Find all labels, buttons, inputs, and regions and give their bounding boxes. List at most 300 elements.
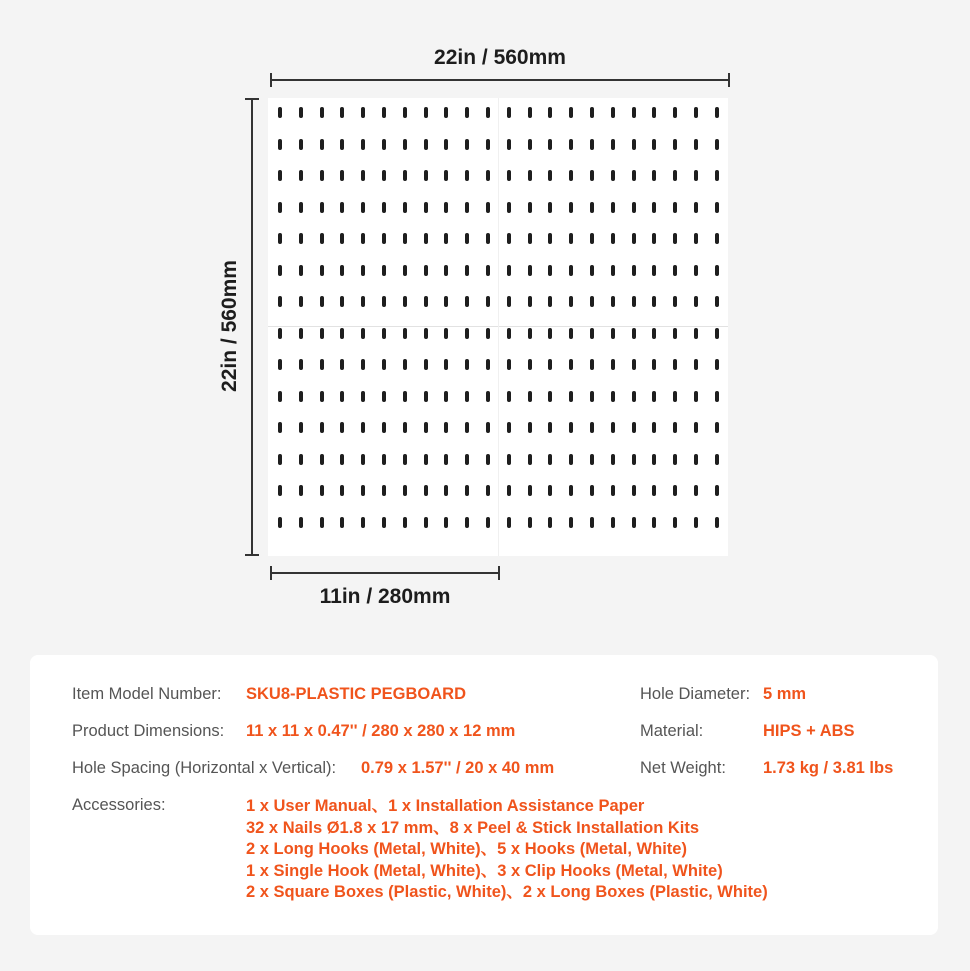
product-dimensions-value: 11 x 11 x 0.47'' / 280 x 280 x 12 mm <box>246 722 516 740</box>
peg-slot <box>486 454 490 465</box>
accessories-list <box>246 796 768 904</box>
peg-slot <box>569 265 573 276</box>
peg-slot <box>528 517 532 528</box>
peg-slot <box>590 328 594 339</box>
peg-slot <box>340 296 344 307</box>
peg-slot <box>632 485 636 496</box>
peg-slot <box>611 517 615 528</box>
peg-slot <box>278 485 282 496</box>
peg-slot <box>611 391 615 402</box>
hole-spacing-label: Hole Spacing (Horizontal x Vertical): <box>72 759 337 777</box>
item-model-label: Item Model Number: <box>72 685 222 703</box>
left-dimension-line <box>251 98 253 556</box>
peg-slot <box>715 107 719 118</box>
peg-slot <box>465 202 469 213</box>
peg-slot <box>569 328 573 339</box>
peg-slot <box>278 454 282 465</box>
peg-slot <box>444 265 448 276</box>
peg-slot <box>320 170 324 181</box>
peg-slot <box>486 485 490 496</box>
peg-slot <box>465 265 469 276</box>
peg-slot <box>548 485 552 496</box>
peg-slot <box>632 139 636 150</box>
peg-slot <box>340 391 344 402</box>
peg-slot <box>652 202 656 213</box>
peg-slot <box>424 139 428 150</box>
peg-slot <box>611 265 615 276</box>
peg-slot <box>278 202 282 213</box>
peg-slot <box>320 517 324 528</box>
peg-slot <box>299 296 303 307</box>
accessory-line: 32 x Nails Ø1.8 x 17 mm、8 x Peel & Stick Installation Kits <box>246 818 700 837</box>
peg-slot <box>382 517 386 528</box>
peg-slot <box>632 296 636 307</box>
peg-slot <box>486 233 490 244</box>
peg-slot <box>652 328 656 339</box>
peg-slot <box>652 296 656 307</box>
peg-slot <box>611 296 615 307</box>
peg-slot <box>652 517 656 528</box>
peg-slot <box>694 265 698 276</box>
bottom-dimension-tick-right <box>498 566 500 580</box>
peg-slot <box>340 202 344 213</box>
peg-slot <box>507 454 511 465</box>
peg-slot <box>715 296 719 307</box>
peg-slot <box>652 265 656 276</box>
peg-slot <box>528 265 532 276</box>
accessory-line: 2 x Long Hooks (Metal, White)、5 x Hooks (Metal, White) <box>246 840 687 858</box>
peg-slot <box>715 454 719 465</box>
left-dimension-label: 22in / 560mm <box>218 260 241 392</box>
peg-slot <box>403 422 407 433</box>
peg-slot <box>340 517 344 528</box>
peg-slot <box>320 359 324 370</box>
peg-slot <box>611 328 615 339</box>
peg-slot <box>340 233 344 244</box>
peg-slot <box>528 107 532 118</box>
pegboard <box>268 98 728 556</box>
peg-slot <box>590 359 594 370</box>
peg-slot <box>715 328 719 339</box>
peg-slot <box>528 454 532 465</box>
top-dimension-tick-right <box>728 73 730 87</box>
peg-slot <box>673 485 677 496</box>
peg-slot <box>382 328 386 339</box>
peg-slot <box>590 296 594 307</box>
peg-slot <box>320 328 324 339</box>
peg-slot <box>611 139 615 150</box>
peg-slot <box>652 107 656 118</box>
peg-slot <box>652 422 656 433</box>
peg-slot <box>340 170 344 181</box>
peg-slot <box>611 170 615 181</box>
peg-slot <box>424 517 428 528</box>
peg-slot <box>340 328 344 339</box>
spec-card <box>30 655 938 935</box>
peg-slot <box>465 233 469 244</box>
peg-slot <box>465 454 469 465</box>
peg-slot <box>715 202 719 213</box>
peg-slot <box>486 517 490 528</box>
top-dimension-label: 22in / 560mm <box>434 46 566 69</box>
peg-slot <box>715 233 719 244</box>
peg-slot <box>507 233 511 244</box>
bottom-dimension-line <box>270 572 500 574</box>
peg-slot <box>320 233 324 244</box>
peg-slot <box>486 328 490 339</box>
peg-slot <box>403 296 407 307</box>
peg-slot <box>278 517 282 528</box>
peg-slot <box>507 296 511 307</box>
peg-slot <box>486 170 490 181</box>
peg-slot <box>611 233 615 244</box>
peg-slot <box>548 107 552 118</box>
peg-slot <box>673 454 677 465</box>
peg-slot <box>569 359 573 370</box>
peg-slot <box>715 517 719 528</box>
peg-slot <box>320 296 324 307</box>
peg-slot <box>444 328 448 339</box>
peg-slot <box>424 265 428 276</box>
peg-slot <box>548 233 552 244</box>
peg-slot <box>382 107 386 118</box>
peg-slot <box>278 107 282 118</box>
peg-slot <box>278 233 282 244</box>
peg-slot <box>632 107 636 118</box>
peg-slot <box>486 422 490 433</box>
peg-slot <box>528 391 532 402</box>
peg-slot <box>590 202 594 213</box>
peg-slot <box>694 517 698 528</box>
peg-slot <box>465 422 469 433</box>
peg-slot <box>590 485 594 496</box>
peg-slot <box>424 359 428 370</box>
left-dimension-tick-top <box>245 98 259 100</box>
peg-slot <box>507 265 511 276</box>
peg-slot <box>403 454 407 465</box>
peg-slot <box>444 233 448 244</box>
peg-slot <box>673 296 677 307</box>
peg-slot <box>528 422 532 433</box>
peg-slot <box>444 359 448 370</box>
peg-slot <box>548 296 552 307</box>
peg-slot <box>320 139 324 150</box>
peg-slot <box>299 202 303 213</box>
peg-slot <box>694 485 698 496</box>
peg-slot <box>548 170 552 181</box>
peg-slot <box>548 202 552 213</box>
peg-slot <box>340 139 344 150</box>
peg-slot <box>652 359 656 370</box>
peg-slot <box>528 202 532 213</box>
peg-slot <box>569 202 573 213</box>
peg-slot <box>299 517 303 528</box>
net-weight-value: 1.73 kg / 3.81 lbs <box>763 759 894 777</box>
peg-slot <box>486 139 490 150</box>
peg-slot <box>673 233 677 244</box>
peg-slot <box>652 454 656 465</box>
peg-slot <box>507 422 511 433</box>
peg-slot <box>486 202 490 213</box>
peg-slot <box>403 139 407 150</box>
peg-slot <box>694 422 698 433</box>
peg-slot <box>652 233 656 244</box>
peg-slot <box>424 296 428 307</box>
peg-slot <box>548 139 552 150</box>
peg-slot <box>361 422 365 433</box>
peg-slot <box>444 296 448 307</box>
peg-slot <box>715 485 719 496</box>
peg-slot <box>382 454 386 465</box>
peg-slot <box>507 517 511 528</box>
peg-slot <box>507 485 511 496</box>
peg-slot <box>278 359 282 370</box>
peg-slot <box>569 233 573 244</box>
peg-slot <box>611 454 615 465</box>
peg-slot <box>569 296 573 307</box>
peg-slot <box>694 107 698 118</box>
peg-slot <box>382 139 386 150</box>
peg-slot <box>403 328 407 339</box>
peg-slot <box>299 170 303 181</box>
peg-slot <box>715 422 719 433</box>
peg-slot <box>320 107 324 118</box>
peg-slot <box>444 517 448 528</box>
peg-slot <box>632 391 636 402</box>
peg-slot <box>424 202 428 213</box>
peg-slot <box>486 296 490 307</box>
peg-slot <box>652 391 656 402</box>
peg-slot <box>382 391 386 402</box>
peg-slot <box>507 202 511 213</box>
peg-slot <box>424 233 428 244</box>
peg-slot <box>320 422 324 433</box>
bottom-dimension-tick-left <box>270 566 272 580</box>
peg-slot <box>507 359 511 370</box>
peg-slot <box>694 359 698 370</box>
material-label: Material: <box>640 722 704 740</box>
peg-slot <box>403 517 407 528</box>
peg-slot <box>382 485 386 496</box>
peg-slot <box>694 454 698 465</box>
peg-slot <box>465 391 469 402</box>
peg-slot <box>632 454 636 465</box>
peg-slot <box>340 485 344 496</box>
peg-slot <box>486 265 490 276</box>
peg-slot <box>652 485 656 496</box>
peg-slot <box>590 139 594 150</box>
product-dimensions-label: Product Dimensions: <box>72 722 225 740</box>
peg-slot <box>361 202 365 213</box>
peg-slot <box>694 233 698 244</box>
peg-slot <box>632 328 636 339</box>
peg-slot <box>528 170 532 181</box>
peg-slot <box>278 296 282 307</box>
peg-slot <box>361 139 365 150</box>
material-value: HIPS + ABS <box>763 722 855 740</box>
peg-slot <box>278 328 282 339</box>
peg-slot <box>320 485 324 496</box>
peg-slot <box>299 485 303 496</box>
peg-slot <box>299 359 303 370</box>
peg-slot <box>569 517 573 528</box>
peg-slot <box>694 139 698 150</box>
peg-slot <box>382 296 386 307</box>
peg-slot <box>528 139 532 150</box>
peg-slot <box>340 265 344 276</box>
peg-slot <box>424 391 428 402</box>
peg-slot <box>424 454 428 465</box>
peg-slot <box>424 485 428 496</box>
peg-slot <box>611 359 615 370</box>
peg-slot <box>715 391 719 402</box>
peg-slot <box>403 485 407 496</box>
peg-slot <box>569 454 573 465</box>
peg-slot <box>382 202 386 213</box>
peg-slot <box>590 454 594 465</box>
peg-slot <box>611 422 615 433</box>
peg-slot <box>361 454 365 465</box>
peg-slot <box>694 296 698 307</box>
peg-slot <box>465 139 469 150</box>
peg-slot <box>299 139 303 150</box>
top-dimension-tick-left <box>270 73 272 87</box>
peg-slot <box>278 422 282 433</box>
peg-slot <box>403 107 407 118</box>
accessory-line: 1 x Single Hook (Metal, White)、3 x Clip Hooks (Metal, White) <box>246 861 723 880</box>
bottom-dimension-label: 11in / 280mm <box>319 585 451 608</box>
peg-slot <box>548 359 552 370</box>
peg-slot <box>486 107 490 118</box>
peg-slot <box>340 422 344 433</box>
peg-slot <box>590 170 594 181</box>
peg-slot <box>569 170 573 181</box>
peg-slot <box>694 391 698 402</box>
peg-slot <box>465 328 469 339</box>
peg-slot <box>299 391 303 402</box>
peg-slot <box>507 170 511 181</box>
accessory-line: 1 x User Manual、1 x Installation Assistance Paper <box>246 797 645 815</box>
peg-slot <box>528 485 532 496</box>
accessory-line: 2 x Square Boxes (Plastic, White)、2 x Long Boxes (Plastic, White) <box>246 883 768 901</box>
peg-slot <box>382 422 386 433</box>
peg-slot <box>652 139 656 150</box>
peg-slot <box>611 107 615 118</box>
peg-slot <box>465 485 469 496</box>
left-dimension-tick-bottom <box>245 554 259 556</box>
peg-slot <box>715 139 719 150</box>
peg-slot <box>715 170 719 181</box>
peg-slot <box>465 517 469 528</box>
accessories-label: Accessories: <box>72 796 166 814</box>
peg-slot <box>299 233 303 244</box>
peg-slot <box>590 107 594 118</box>
peg-slot <box>632 233 636 244</box>
peg-slot <box>528 233 532 244</box>
hole-spacing-value: 0.79 x 1.57'' / 20 x 40 mm <box>361 759 555 777</box>
peg-slot <box>361 296 365 307</box>
peg-slot <box>673 517 677 528</box>
peg-slot <box>444 139 448 150</box>
peg-slot <box>590 265 594 276</box>
peg-slot <box>320 202 324 213</box>
peg-slot <box>528 359 532 370</box>
peg-slot <box>548 265 552 276</box>
peg-slot <box>507 139 511 150</box>
peg-slot <box>632 422 636 433</box>
peg-slot <box>361 485 365 496</box>
peg-slot <box>673 359 677 370</box>
peg-slot <box>694 328 698 339</box>
peg-slot <box>590 517 594 528</box>
peg-slot <box>548 391 552 402</box>
peg-slot <box>278 391 282 402</box>
peg-slot <box>424 422 428 433</box>
peg-slot <box>715 265 719 276</box>
peg-slot <box>444 202 448 213</box>
peg-slot <box>444 422 448 433</box>
hole-diameter-label: Hole Diameter: <box>640 685 751 703</box>
peg-slot <box>590 233 594 244</box>
peg-slot <box>507 328 511 339</box>
peg-slot <box>632 202 636 213</box>
peg-slot <box>340 454 344 465</box>
peg-slot <box>673 391 677 402</box>
peg-slot <box>632 170 636 181</box>
peg-slot <box>486 391 490 402</box>
item-model-value: SKU8-PLASTIC PEGBOARD <box>246 685 467 703</box>
peg-slot <box>715 359 719 370</box>
panel-seam-vertical <box>498 98 499 556</box>
peg-slot <box>403 359 407 370</box>
peg-slot <box>548 328 552 339</box>
peg-slot <box>382 233 386 244</box>
peg-slot <box>299 454 303 465</box>
peg-slot <box>694 202 698 213</box>
peg-slot <box>424 107 428 118</box>
peg-slot <box>611 202 615 213</box>
peg-slot <box>632 265 636 276</box>
peg-slot <box>673 265 677 276</box>
peg-slot <box>361 265 365 276</box>
peg-slot <box>444 485 448 496</box>
peg-slot <box>340 359 344 370</box>
peg-slot <box>507 107 511 118</box>
peg-slot <box>361 359 365 370</box>
peg-slot <box>278 139 282 150</box>
peg-slot <box>403 265 407 276</box>
peg-slot <box>673 202 677 213</box>
top-dimension-line <box>270 79 730 81</box>
peg-slot <box>569 422 573 433</box>
peg-slot <box>403 233 407 244</box>
peg-slot <box>632 359 636 370</box>
peg-slot <box>403 170 407 181</box>
peg-slot <box>528 328 532 339</box>
peg-slot <box>320 265 324 276</box>
peg-slot <box>548 422 552 433</box>
peg-slot <box>361 170 365 181</box>
peg-slot <box>361 391 365 402</box>
peg-slot <box>444 170 448 181</box>
peg-slot <box>632 517 636 528</box>
peg-slot <box>340 107 344 118</box>
peg-slot <box>320 454 324 465</box>
peg-slot <box>361 517 365 528</box>
peg-slot <box>299 107 303 118</box>
peg-slot <box>569 139 573 150</box>
peg-slot <box>382 265 386 276</box>
